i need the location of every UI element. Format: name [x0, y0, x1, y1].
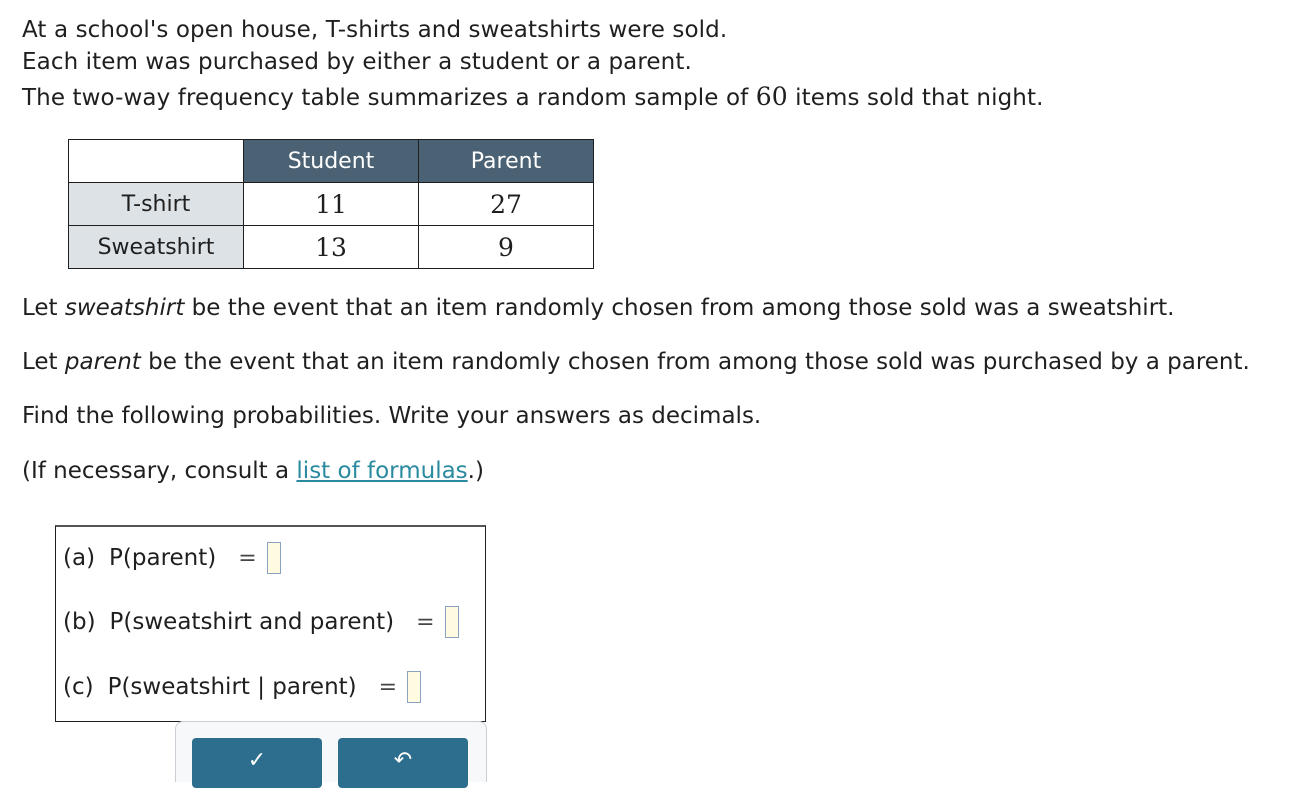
answer-row-a	[63, 542, 281, 574]
p2-end: be the event that an item randomly chosen from among those sold was purchased by a parent.	[140, 349, 1250, 375]
expression-a: P(parent)	[109, 545, 217, 571]
row-header-tshirt: T-shirt	[69, 183, 244, 226]
event-term-parent: parent	[64, 349, 141, 375]
answer-box	[55, 525, 486, 722]
expression-c: P(sweatshirt | parent)	[107, 674, 357, 700]
action-panel	[175, 721, 487, 782]
event-definition-parent	[22, 347, 1250, 377]
undo-button[interactable]	[338, 738, 468, 788]
p4-start: (If necessary, consult a	[22, 458, 297, 484]
frequency-table	[68, 139, 594, 269]
p1-end: be the event that an item randomly chosen from among those sold was a sweatshirt.	[184, 295, 1175, 321]
table-header-row	[69, 140, 594, 183]
formula-hint	[22, 456, 484, 486]
intro-line-3	[22, 81, 1043, 114]
cell-tshirt-parent: 27	[419, 183, 594, 226]
answer-row-c	[63, 671, 421, 703]
table-row	[69, 226, 594, 269]
answer-input-a[interactable]	[267, 542, 281, 574]
cell-sweatshirt-parent: 9	[419, 226, 594, 269]
equals-sign-b: =	[416, 609, 435, 635]
column-header-parent: Parent	[419, 140, 594, 183]
cell-sweatshirt-student: 13	[244, 226, 419, 269]
part-label-a: (a)	[63, 545, 96, 571]
cell-tshirt-student: 11	[244, 183, 419, 226]
check-button[interactable]	[192, 738, 322, 788]
intro-line-3-start: The two-way frequency table summarizes a random sample of	[22, 85, 756, 111]
instructions: Find the following probabilities. Write your answers as decimals.	[22, 403, 762, 429]
sample-size: 60	[755, 82, 788, 111]
p1-start: Let	[22, 295, 65, 321]
part-label-c: (c)	[63, 674, 94, 700]
intro-line-3-end: items sold that night.	[787, 85, 1044, 111]
problem-intro	[22, 14, 1043, 114]
p4-end: .)	[467, 458, 484, 484]
p2-start: Let	[22, 349, 65, 375]
list-of-formulas-link[interactable]: list of formulas	[296, 458, 468, 484]
intro-line-1: At a school's open house, T-shirts and sweatshirts were sold.	[22, 17, 728, 43]
table-row	[69, 183, 594, 226]
answer-input-c[interactable]	[407, 671, 421, 703]
equals-sign-c: =	[378, 674, 398, 700]
event-term-sweatshirt: sweatshirt	[64, 295, 185, 321]
row-header-sweatshirt: Sweatshirt	[69, 226, 244, 269]
column-header-student: Student	[244, 140, 419, 183]
event-definition-sweatshirt	[22, 293, 1175, 323]
answer-input-b[interactable]	[445, 606, 459, 638]
part-label-b: (b)	[63, 609, 96, 635]
table-corner-cell	[69, 140, 244, 183]
answer-row-b	[63, 606, 459, 638]
intro-line-2: Each item was purchased by either a student or a parent.	[22, 49, 692, 75]
expression-b: P(sweatshirt and parent)	[109, 609, 395, 635]
equals-sign-a: =	[238, 545, 257, 571]
undo-icon: ↶	[393, 748, 413, 773]
checkmark-icon: ✓	[247, 748, 267, 773]
